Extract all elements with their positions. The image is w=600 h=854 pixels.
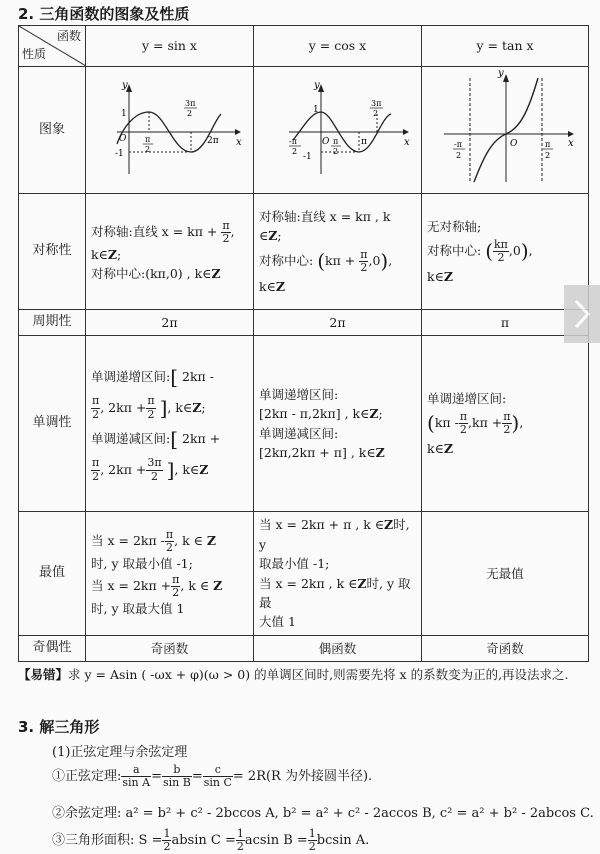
fraction [203,764,233,789]
sin-center-text: 对称中心:(kπ,0) , k∈ [91,266,212,282]
expr: 当 x = 2kπ + [91,577,172,593]
paren: ) [380,248,389,273]
integer-set: Z [199,461,209,477]
section-2-title: 2. 三角函数的图象及性质 [18,5,190,23]
expr: , 2kπ + [100,399,147,415]
fraction-numerator: π [172,572,180,586]
fraction-numerator: π [459,409,468,423]
bracket: ] [166,457,175,482]
sin-two-pi-label: 2π [206,136,219,147]
k-in-text: k∈ [427,441,444,456]
fraction-denominator: 2 [503,423,511,436]
cos-y-label: y [313,80,320,92]
symmetry-row [19,194,589,310]
fraction-numerator: 3π [147,456,162,470]
diagonal-header-cell [19,26,86,67]
min-text: 取最小值 -1; [259,556,330,572]
expr: 当 x = 2kπ , k ∈ [259,575,358,591]
expr: kπ + [325,252,356,268]
sin-axis-text: 对称轴:直线 x = kπ + [91,223,218,239]
cos-neg-half-num: -π [288,137,297,147]
fraction-denominator: 2 [147,407,155,421]
equals: = [191,769,203,785]
sin-graph [95,72,245,182]
punctuation: , [519,415,524,430]
law-tail: = 2R(R 为外接圆半径). [232,769,373,785]
fraction [171,574,180,599]
punctuation: ; [378,406,383,422]
fraction-denominator: 2 [497,251,505,264]
k-in-text: k∈ [91,246,108,262]
col-header-tan: y = tan x [422,26,589,67]
punctuation: ; [277,228,282,244]
expr: kπ - [434,415,459,430]
k-in-text: k∈ [427,269,444,284]
sin-parity: 奇函数 [86,636,254,662]
fraction-numerator: π [147,394,155,408]
col-header-sin: y = sin x [86,26,254,67]
paren: ) [511,411,520,435]
cos-origin-label: O [321,137,329,148]
integer-set: Z [443,441,453,456]
chevron-right-icon [564,285,600,343]
note-tag: 【易错】 [18,667,69,682]
integer-set: Z [275,278,285,294]
fraction-numerator: π [503,409,511,423]
parity-row [19,636,589,662]
fraction-numerator: π [360,247,368,261]
punctuation: , [230,223,235,239]
max-text: 大值 1 [259,614,296,630]
fraction [91,457,100,482]
paren: ( [427,411,435,435]
fraction-denominator: 2 [172,585,180,599]
cos-parity: 偶函数 [254,636,422,662]
fraction [502,411,511,436]
expr: 当 x = 2kπ + π , k ∈ [259,517,385,533]
sin-three-pi-den: 2 [186,109,192,119]
fraction-denominator: 2 [150,469,158,483]
monotonicity-row [19,336,589,512]
expr: ,0 [368,252,381,268]
bracket: [ [170,364,179,389]
punctuation: ; [201,399,206,415]
k-in-text: , k∈ [174,461,200,477]
increasing-label: 单调递增区间: [91,368,171,384]
period-row [19,310,589,336]
fraction-numerator: 1 [236,827,244,840]
fraction [221,220,230,245]
fraction [165,529,174,554]
area-label: ③三角形面积: S = [52,833,163,849]
tan-graph-cell [422,67,589,194]
integer-set: Z [357,575,367,591]
decreasing-label: 单调递减区间: [259,425,339,441]
cos-graph [263,72,413,182]
sin-period: 2π [86,310,254,336]
row-label-symmetry: 对称性 [19,194,86,310]
k-in-text: , k ∈ [180,577,210,593]
cos-extremum-cell [254,512,422,636]
sin-monotonicity-cell [86,336,254,512]
fraction [459,411,468,436]
integer-set: Z [443,269,453,284]
sin-extremum-cell [86,512,254,636]
cos-neg-one-label: -1 [302,152,312,163]
fraction [308,828,317,853]
tan-extremum-cell: 无最值 [422,512,589,636]
fraction-denominator: 2 [360,260,368,274]
cos-symmetry-cell [254,194,422,310]
integer-set: Z [384,517,394,533]
sin-graph-cell [86,67,254,194]
cos-graph-cell [254,67,422,194]
fraction-numerator: 1 [308,827,316,840]
sin-three-pi-num: 3π [184,99,195,109]
row-label-extremum: 最值 [19,512,86,636]
increasing-label: 单调递增区间: [427,390,507,406]
expr: acsin B = [244,833,308,849]
sin-y-label: y [121,80,128,92]
fraction-numerator: π [92,394,100,408]
note-text: 求 y = Asin ( -ωx + φ)(ω > 0) 的单调区间时,则需要先将 x 的系数变为正的,再设法求之. [68,667,569,682]
fraction-denominator: 2 [459,423,467,436]
cos-x-label: x [403,137,410,149]
k-in-text: k∈ [259,278,276,294]
fraction [146,457,162,482]
tan-center-text: 对称中心: [427,243,482,258]
fraction-denominator: 2 [166,541,173,555]
common-mistake-note [18,665,590,684]
integer-set: Z [369,406,379,422]
paren: ( [485,239,494,263]
cos-three-pi-den: 2 [372,109,378,119]
cos-three-pi-num: 3π [370,99,381,109]
expr: , 2kπ + [100,461,147,477]
increasing-label: 单调递增区间: [259,386,339,402]
cos-half-pi-num: π [332,137,338,147]
cos-center-text: 对称中心: [259,252,314,268]
fraction [162,764,192,789]
cos-period: 2π [254,310,422,336]
fraction-numerator: 1 [163,827,171,840]
sin-one-label: 1 [120,109,127,120]
integer-set: Z [211,266,221,282]
sin-half-pi-num: π [144,135,150,145]
interval: [2kπ,2kπ + π] , k∈ [259,444,376,460]
integer-set: Z [268,228,278,244]
min-text: 时, y 取最小值 -1; [91,556,193,572]
fraction [146,395,155,420]
fraction-numerator: π [222,218,230,232]
tan-parity: 奇函数 [422,636,589,662]
subsection-title: (1)正弦定理与余弦定理 [52,745,188,760]
sin-origin-label: O [118,134,126,145]
fraction-denominator: 2 [222,231,230,245]
expr: ,kπ + [468,415,503,430]
tan-half-pi-num: π [545,140,551,150]
fraction-denominator: 2 [236,840,244,854]
fraction [236,828,245,853]
law-of-cosines: ②余弦定理: a² = b² + c² - 2bccos A, b² = a² + c² - 2accos B, c² = a² + b² - 2abcos C. [52,806,594,821]
tan-origin-label: O [510,139,518,150]
trig-properties-table [18,25,589,662]
row-label-period: 周期性 [19,310,86,336]
fraction [121,764,151,789]
punctuation: ; [116,246,122,262]
fraction-numerator: b [162,764,192,777]
fraction-denominator: sin C [203,776,232,790]
expr: 2kπ - [182,368,214,384]
fraction-denominator: 2 [163,840,171,854]
expr: ,0 [508,243,521,258]
tan-period: π [422,310,589,336]
decreasing-label: 单调递减区间: [91,430,171,446]
fraction-numerator: kπ [494,237,508,251]
expr: 时, y 取最 [259,575,411,610]
function-label: 函数 [56,29,81,43]
header-row [19,26,589,67]
section-3-title: 3. 解三角形 [18,718,100,736]
fraction-numerator: a [121,764,151,777]
punctuation: , [528,243,533,258]
expr: 当 x = 2kπ - [91,533,165,549]
fraction [91,395,100,420]
fraction-denominator: 2 [92,469,100,483]
sin-symmetry-cell [86,194,254,310]
row-label-monotonicity: 单调性 [19,336,86,512]
paren: ) [520,239,529,263]
sin-half-pi-den: 2 [144,145,150,155]
property-label: 性质 [22,47,47,62]
law-of-sines [52,764,372,789]
extremum-row [19,512,589,636]
paren: ( [317,248,326,273]
cos-neg-half-den: 2 [291,147,297,157]
law-label: ①正弦定理: [52,769,122,785]
expr: 2kπ + [182,430,221,446]
fraction-numerator: π [92,456,100,470]
punctuation: , [388,252,393,268]
k-in-text: , k ∈ [174,533,203,549]
tan-half-pi-den: 2 [545,151,551,161]
expr: bcsin A. [316,833,370,849]
next-page-button[interactable] [564,285,600,343]
max-text: 时, y 取最大值 1 [91,600,185,616]
integer-set: Z [192,399,202,415]
tan-y-label: y [498,68,504,80]
bracket: ] [159,395,168,420]
row-label-parity: 奇偶性 [19,636,86,662]
tan-no-axis-text: 无对称轴; [427,218,482,234]
cos-axis-text: 对称轴:直线 x = kπ , k ∈ [259,208,391,244]
integer-set: Z [375,444,385,460]
fraction [493,239,509,264]
expr: 时, y [259,517,410,552]
tan-x-label: x [568,138,574,150]
cos-pi-label: π [360,137,367,148]
tan-monotonicity-cell [422,336,589,512]
integer-set: Z [107,246,117,262]
row-label-graph: 图象 [19,67,86,194]
fraction-denominator: sin A [122,776,151,790]
expr: absin C = [171,833,236,849]
equals: = [151,769,162,785]
col-header-cos: y = cos x [254,26,422,67]
fraction-denominator: 2 [92,407,100,421]
cos-monotonicity-cell [254,336,422,512]
k-in-text: , k∈ [167,399,193,415]
bracket: [ [170,426,179,451]
tan-graph [430,68,580,186]
interval: [2kπ - π,2kπ] , k∈ [259,406,370,422]
fraction-numerator: π [165,527,174,541]
fraction-denominator: 2 [308,840,316,854]
sin-x-label: x [235,137,242,149]
triangle-area [52,828,369,853]
integer-set: Z [206,533,216,549]
graph-row [19,67,589,194]
tan-neg-half-den: 2 [456,151,462,161]
cos-half-pi-den: 2 [332,147,338,157]
sin-neg-one-label: -1 [114,149,124,160]
tan-neg-half-num: -π [454,140,462,150]
integer-set: Z [213,577,223,593]
fraction-denominator: sin B [163,776,191,790]
cos-one-label: 1 [312,105,319,116]
fraction-numerator: c [203,764,233,777]
